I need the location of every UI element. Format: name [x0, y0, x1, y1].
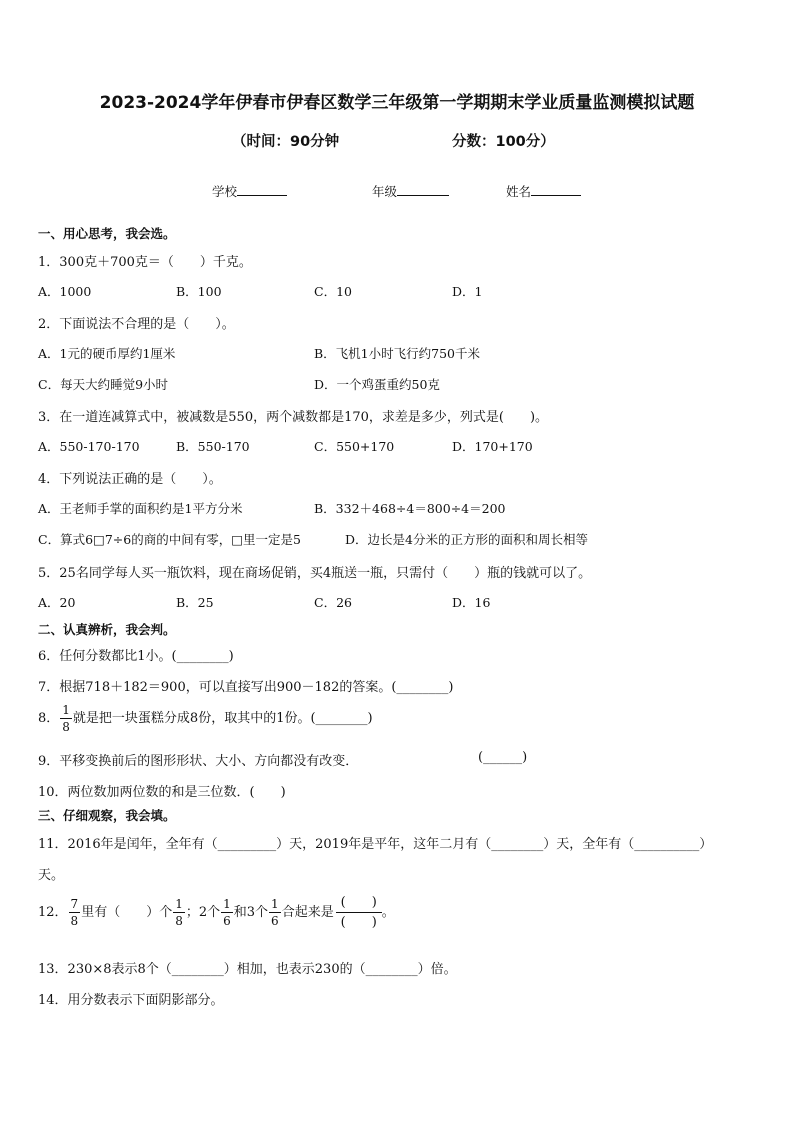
- q12-answer-fraction[interactable]: [336, 896, 382, 929]
- question-12: [38, 896, 395, 929]
- q5-option-a[interactable]: A．20: [38, 595, 76, 610]
- q4-option-b[interactable]: B．332＋468÷4＝800÷4＝200: [314, 501, 506, 516]
- grade-blank[interactable]: [397, 183, 449, 196]
- school-blank[interactable]: [237, 183, 287, 196]
- question-13: 13．230×8表示8个（________）相加，也表示230的（________）倍。: [38, 962, 457, 977]
- q12-text-2: ；2个: [185, 905, 221, 920]
- q8-number: 8．: [38, 711, 60, 726]
- section-2-heading: 二、认真辨析，我会判。: [38, 622, 176, 637]
- q12-f4-numerator: 1: [271, 897, 279, 911]
- school-label: 学校: [212, 184, 238, 199]
- question-10: 10．两位数加两位数的和是三位数．( ): [38, 785, 286, 800]
- q8-denominator: 8: [62, 720, 70, 734]
- question-11-continued: 天。: [38, 868, 65, 883]
- question-14: 14．用分数表示下面阴影部分。: [38, 993, 224, 1008]
- question-6: 6．任何分数都比1小。(________): [38, 649, 234, 664]
- q2-option-d[interactable]: D．一个鸡蛋重约50克: [314, 377, 440, 392]
- fraction-one-sixth: [221, 898, 233, 927]
- name-blank[interactable]: [531, 183, 581, 196]
- page-title: 2023-2024学年伊春市伊春区数学三年级第一学期期末学业质量监测模拟试题: [99, 93, 695, 113]
- q8-text: 就是把一块蛋糕分成8份，取其中的1份。(________): [72, 711, 373, 726]
- exam-score: 分数：100分）: [452, 134, 555, 150]
- fraction-seven-eighths: [69, 898, 81, 927]
- q12-end: 。: [381, 905, 395, 920]
- q9-answer-blank[interactable]: (______): [478, 750, 528, 765]
- question-7: 7．根据718＋182＝900，可以直接写出900－182的答案。(________): [38, 680, 454, 695]
- q1-option-b[interactable]: B．100: [176, 284, 222, 299]
- q12-f2-numerator: 1: [175, 897, 183, 911]
- q12-text-4: 合起来是: [281, 905, 334, 920]
- question-5: 5．25名同学每人买一瓶饮料，现在商场促销，买4瓶送一瓶，只需付（ ）瓶的钱就可以了。: [38, 566, 592, 581]
- q2-option-a[interactable]: A．1元的硬币厚约1厘米: [38, 346, 176, 361]
- q12-f2-denominator: 8: [175, 914, 183, 928]
- q12-f1-numerator: 7: [70, 897, 79, 911]
- q1-option-c[interactable]: C．10: [314, 284, 352, 299]
- question-8: [38, 704, 373, 733]
- q12-f3-numerator: 1: [223, 897, 231, 911]
- q3-option-c[interactable]: C．550+170: [314, 439, 395, 454]
- q12-f3-denominator: 6: [223, 914, 231, 928]
- q12-f1-denominator: 8: [70, 914, 79, 928]
- q5-option-d[interactable]: D．16: [452, 595, 491, 610]
- q1-option-a[interactable]: A．1000: [38, 284, 92, 299]
- q5-option-b[interactable]: B．25: [176, 595, 214, 610]
- grade-field: [372, 182, 449, 200]
- question-11: 11．2016年是闰年，全年有（_________）天，2019年是平年，这年二月有（________）天，全年有（__________）: [38, 837, 713, 852]
- question-2: 2．下面说法不合理的是（ ）。: [38, 317, 235, 332]
- q12-answer-numerator[interactable]: ( ): [340, 895, 377, 910]
- q12-number: 12．: [38, 905, 68, 920]
- q2-option-c[interactable]: C．每天大约睡觉9小时: [38, 377, 169, 392]
- fraction-one-eighth: [60, 704, 72, 733]
- q3-option-a[interactable]: A．550-170-170: [38, 439, 140, 454]
- section-3-heading: 三、仔细观察，我会填。: [38, 808, 176, 823]
- q5-option-c[interactable]: C．26: [314, 595, 352, 610]
- q4-option-c[interactable]: C．算式6□7÷6的商的中间有零，□里一定是5: [38, 532, 301, 547]
- school-field: [212, 182, 287, 200]
- q4-option-d[interactable]: D．边长是4分米的正方形的面积和周长相等: [345, 532, 588, 547]
- section-1-heading: 一、用心思考，我会选。: [38, 226, 176, 241]
- q12-answer-denominator[interactable]: ( ): [340, 915, 377, 930]
- name-field: [506, 182, 581, 200]
- fraction-one-sixth-b: [269, 898, 281, 927]
- q3-option-d[interactable]: D．170+170: [452, 439, 533, 454]
- q3-option-b[interactable]: B．550-170: [176, 439, 250, 454]
- question-9: 9．平移变换前后的图形形状、大小、方向都没有改变．: [38, 754, 359, 769]
- grade-label: 年级: [372, 184, 398, 199]
- q12-text-1: 里有（ ）个: [81, 905, 173, 920]
- q1-option-d[interactable]: D．1: [452, 284, 483, 299]
- question-4: 4．下列说法正确的是（ ）。: [38, 472, 222, 487]
- q8-numerator: 1: [62, 703, 70, 717]
- exam-time: （时间：90分钟: [232, 134, 340, 150]
- name-label: 姓名: [506, 184, 532, 199]
- fraction-one-eighth-b: [173, 898, 185, 927]
- q2-option-b[interactable]: B．飞机1小时飞行约750千米: [314, 346, 480, 361]
- q4-option-a[interactable]: A．王老师手掌的面积约是1平方分米: [38, 501, 243, 516]
- question-3: 3．在一道连减算式中，被减数是550，两个减数都是170，求差是多少，列式是( )。: [38, 410, 549, 425]
- q12-f4-denominator: 6: [271, 914, 279, 928]
- q12-text-3: 和3个: [233, 905, 269, 920]
- question-1: 1．300克＋700克＝（ ）千克。: [38, 255, 252, 270]
